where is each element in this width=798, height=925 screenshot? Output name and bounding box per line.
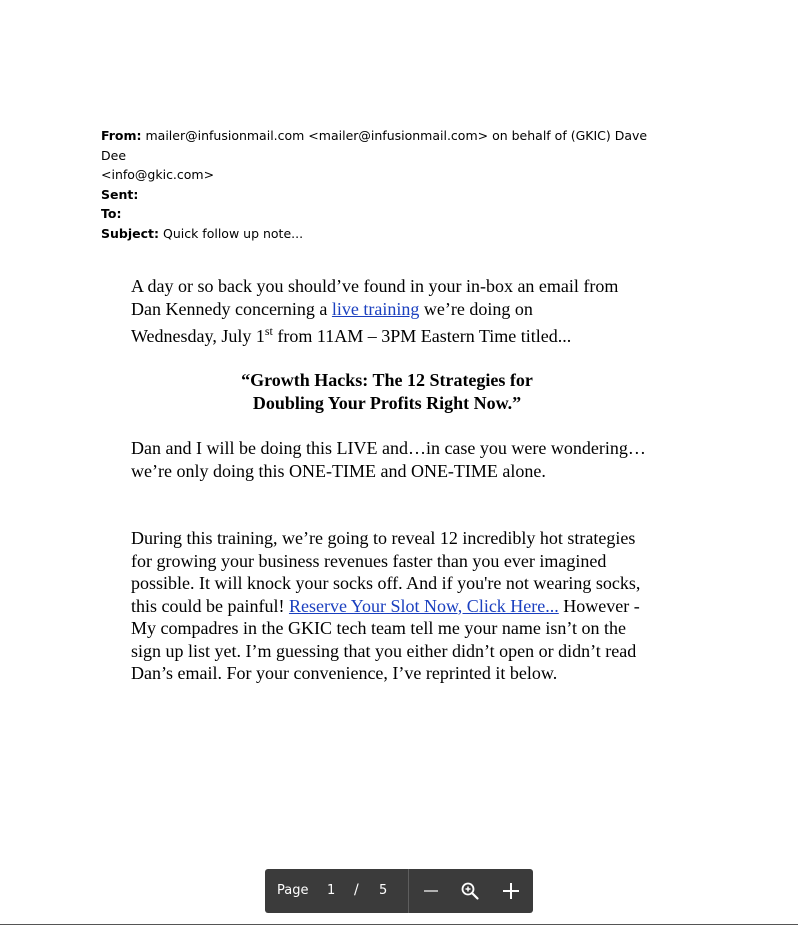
email-header <box>101 126 661 243</box>
from-line <box>101 126 661 185</box>
subject-label: Subject: <box>101 225 159 241</box>
zoom-button[interactable] <box>458 879 482 903</box>
to-label: To: <box>101 206 122 221</box>
sent-label: Sent: <box>101 186 139 202</box>
subject-line <box>101 224 661 244</box>
total-pages: 5 <box>379 883 388 898</box>
zoom-in-icon <box>502 882 520 900</box>
intro-text-d: from 11AM – 3PM Eastern Time titled... <box>272 326 572 346</box>
pdf-toolbar <box>265 869 533 913</box>
page-label: Page <box>277 883 309 898</box>
paragraph-training <box>131 527 651 685</box>
intro-text-c: Wednesday, July 1 <box>131 326 265 346</box>
intro-date-line <box>131 325 651 348</box>
subject-value: Quick follow up note... <box>162 225 304 241</box>
paragraph-intro <box>131 275 651 348</box>
zoom-in-button[interactable] <box>499 879 523 903</box>
live-training-link[interactable]: live training <box>331 298 420 319</box>
zoom-out-button[interactable] <box>419 879 443 903</box>
intro-text-a: A day or so back you should’ve found in your in-box an email from Dan Kennedy concerning a <box>131 276 619 319</box>
zoom-icon <box>460 881 480 901</box>
training-headline <box>131 369 643 415</box>
current-page-input[interactable]: 1 <box>327 883 336 898</box>
zoom-out-icon <box>423 883 439 899</box>
reserve-slot-link[interactable]: Reserve Your Slot Now, Click Here... <box>288 595 559 616</box>
from-value: mailer@infusionmail.com <mailer@infusionmail.com> on behalf of (GKIC) Dave Dee <box>101 128 648 163</box>
from-label: From: <box>101 128 142 143</box>
to-line <box>101 204 661 224</box>
training-text-a: During this training, we’re going to reveal 12 incredibly hot strategies for growing your business revenues faster than you ever imagined possible. It will knock your socks off. And if you're not wearing socks, this could be painful! <box>131 528 641 616</box>
toolbar-divider <box>408 869 409 913</box>
intro-text-b: we’re doing on <box>419 298 533 319</box>
paragraph-live: Dan and I will be doing this LIVE and…in case you were wondering… we’re only doing this ONE-TIME and ONE-TIME alone. <box>131 438 646 481</box>
ordinal-suffix: st <box>264 324 273 338</box>
from-value-cont: <info@gkic.com> <box>101 167 215 182</box>
sent-line <box>101 185 661 205</box>
headline-line-1: “Growth Hacks: The 12 Strategies for <box>241 370 533 390</box>
training-text-b: However - My compadres in the GKIC tech team tell me your name isn’t on the sign up list yet. I’m guessing that you either didn’t open or didn’t read Dan’s email. For your convenience, I’ve reprinted it below. <box>131 595 640 683</box>
page-separator: / <box>354 882 359 898</box>
headline-line-2: Doubling Your Profits Right Now.” <box>252 393 522 413</box>
